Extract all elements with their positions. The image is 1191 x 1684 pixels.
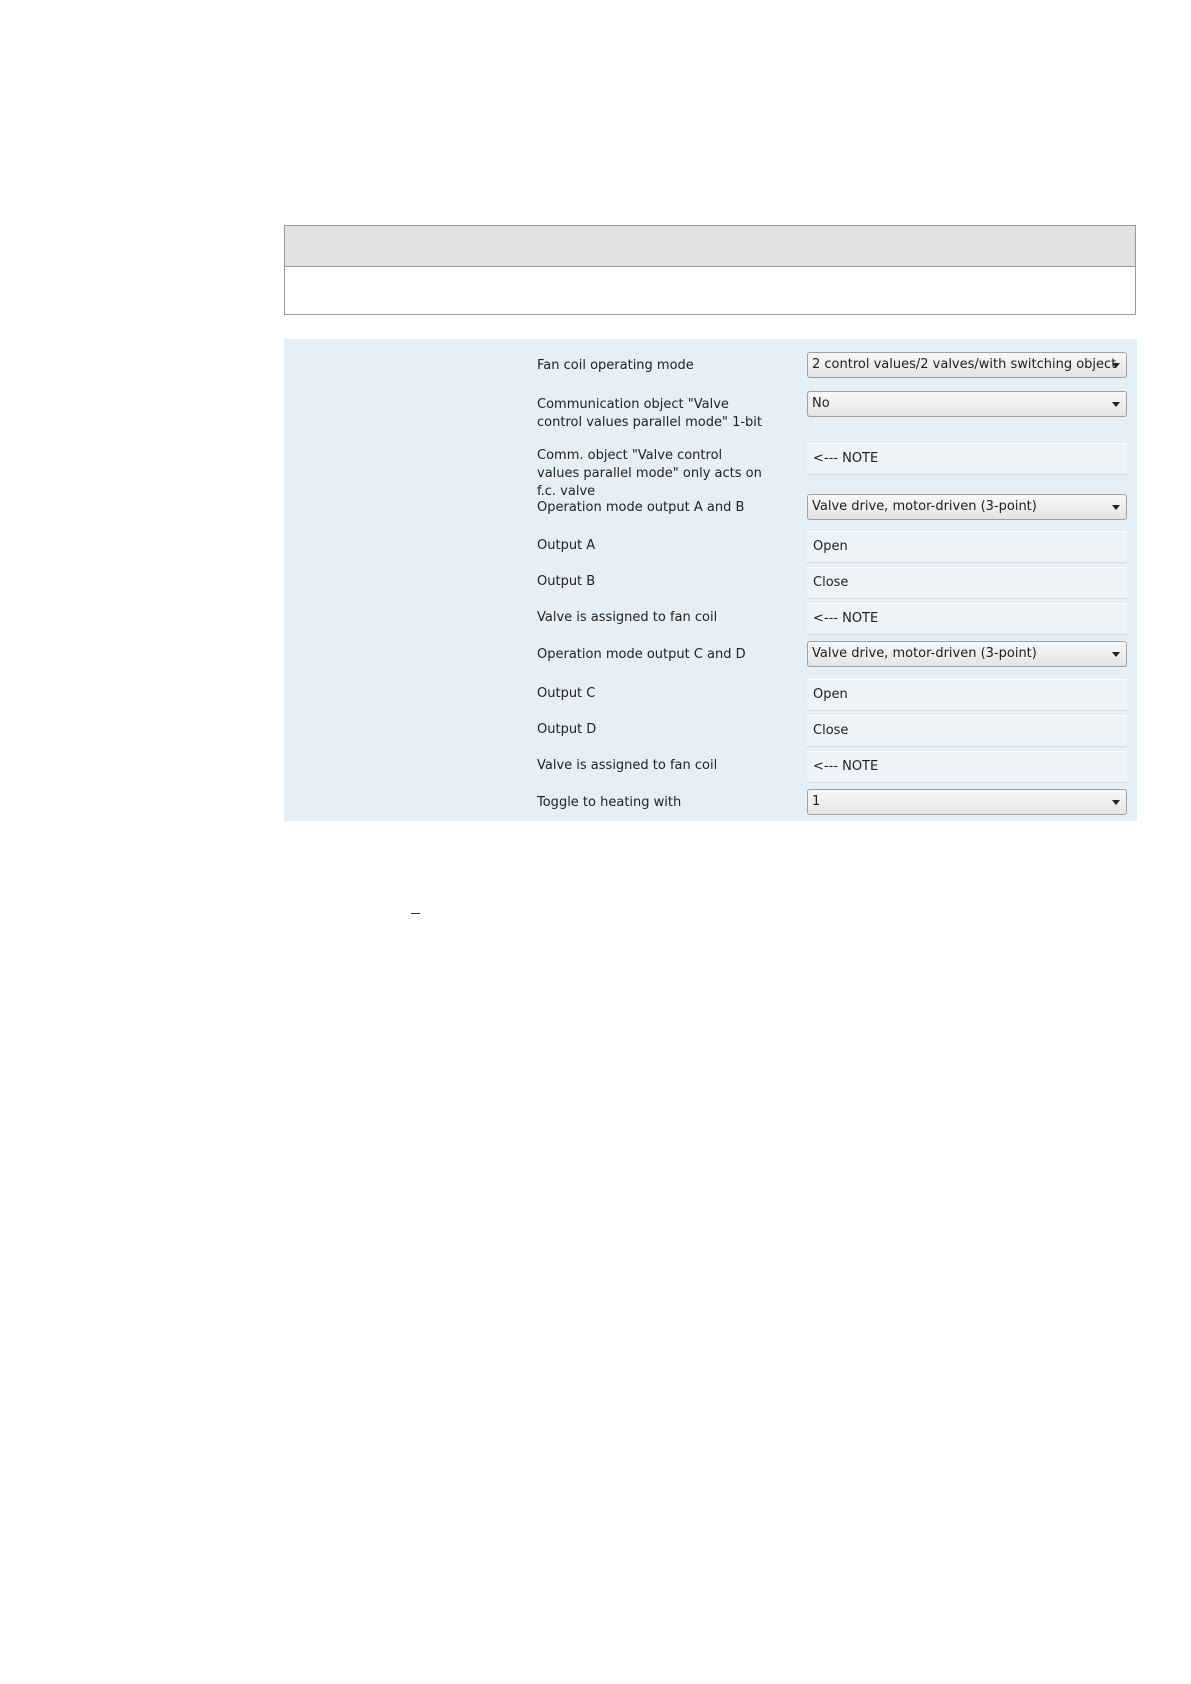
param-label: Operation mode output A and B — [537, 500, 745, 515]
param-label: Output A — [537, 538, 596, 553]
param-label: Communication object "Valve control values parallel mode" 1-bit — [537, 397, 763, 430]
output-a-field: Open — [807, 531, 1127, 563]
toggle-heating-select[interactable] — [807, 789, 1127, 815]
valve-assigned-cd-note-field: <--- NOTE — [807, 751, 1127, 783]
dropdown-arrow-icon — [1112, 652, 1120, 657]
note-box — [284, 225, 1136, 315]
dropdown-arrow-icon — [1112, 402, 1120, 407]
param-label: Toggle to heating with — [537, 795, 682, 810]
param-label: Output C — [537, 686, 596, 701]
parameter-panel — [284, 339, 1117, 821]
param-label: Operation mode output C and D — [537, 647, 746, 662]
output-c-field: Open — [807, 679, 1127, 711]
param-label: Output B — [537, 574, 596, 589]
fan-coil-operating-mode-select[interactable] — [807, 352, 1127, 378]
output-d-field: Close — [807, 715, 1127, 747]
dropdown-arrow-icon — [1112, 505, 1120, 510]
dropdown-arrow-icon — [1112, 363, 1120, 368]
select-value: No — [812, 396, 830, 411]
parallel-mode-object-select[interactable] — [807, 391, 1127, 417]
select-value: 2 control values/2 valves/with switching object — [812, 357, 1117, 372]
output-b-field: Close — [807, 567, 1127, 599]
note-box-header — [285, 226, 1135, 267]
param-label: Output D — [537, 722, 597, 737]
operation-mode-ab-select[interactable] — [807, 494, 1127, 520]
param-label: Valve is assigned to fan coil — [537, 758, 718, 773]
operation-mode-cd-select[interactable] — [807, 641, 1127, 667]
valve-assigned-ab-note-field: <--- NOTE — [807, 603, 1127, 635]
select-value: Valve drive, motor-driven (3-point) — [812, 646, 1037, 661]
dropdown-arrow-icon — [1112, 800, 1120, 805]
param-label: Valve is assigned to fan coil — [537, 610, 718, 625]
param-label: Fan coil operating mode — [537, 358, 694, 373]
param-label: Comm. object "Valve control values parallel mode" only acts on f.c. valve — [537, 448, 762, 499]
parameter-window — [284, 339, 1137, 821]
parallel-mode-note-field: <--- NOTE — [807, 443, 1127, 475]
stray-dash — [411, 913, 420, 914]
select-value: Valve drive, motor-driven (3-point) — [812, 499, 1037, 514]
select-value: 1 — [812, 794, 821, 809]
